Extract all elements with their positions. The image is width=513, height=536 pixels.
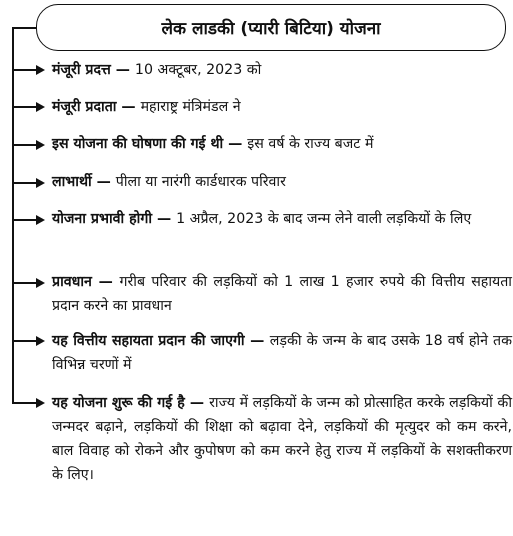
arrow-icon xyxy=(12,335,44,347)
item-label: लाभार्थी xyxy=(52,174,92,190)
item-label: यह योजना शुरू की गई है xyxy=(52,395,185,411)
item-separator: — xyxy=(91,274,120,290)
item-separator: — xyxy=(116,99,141,115)
list-item xyxy=(52,170,512,194)
connector-line-top xyxy=(12,27,37,29)
arrow-icon xyxy=(12,214,44,226)
arrow-icon xyxy=(12,397,44,409)
item-label: मंजूरी प्रदत्त xyxy=(52,62,111,78)
item-text: 10 अक्टूबर, 2023 को xyxy=(134,62,262,78)
arrow-icon xyxy=(12,101,44,113)
item-separator: — xyxy=(91,174,116,190)
item-separator: — xyxy=(223,136,248,152)
list-item xyxy=(52,58,512,82)
list-item xyxy=(52,207,512,231)
page-title: लेक लाडकी (प्यारी बिटिया) योजना xyxy=(36,4,506,51)
item-text: पीला या नारंगी कार्डधारक परिवार xyxy=(115,174,286,190)
arrow-icon xyxy=(12,277,44,289)
item-label: मंजूरी प्रदाता xyxy=(52,99,117,115)
item-text: गरीब परिवार की लड़कियों को 1 लाख 1 हजार रुपये की वित्तीय सहायता प्रदान करने का प्रावधान xyxy=(52,274,512,314)
arrow-icon xyxy=(12,139,44,151)
item-text: महाराष्ट्र मंत्रिमंडल ने xyxy=(140,99,241,115)
item-text: इस वर्ष के राज्य बजट में xyxy=(247,136,374,152)
item-text: राज्य में लड़कियों के जन्म को प्रोत्साहित करके लड़कियों की जन्मदर बढ़ाने, लड़कियों की शिक्षा को बढ़ावा देने, लड़कियों की मृत्युदर को कम करने, बाल विवाह को रोकने और कुपोषण को कम करने हेतु राज्य में लड़कियों के सशक्तीकरण के लिए। xyxy=(52,395,512,483)
item-text: लड़की के जन्म के बाद उसके 18 वर्ष होने तक विभिन्न चरणों में xyxy=(52,333,512,373)
item-text: 1 अप्रैल, 2023 के बाद जन्म लेने वाली लड़कियों के लिए xyxy=(176,211,472,227)
item-label: यह वित्तीय सहायता प्रदान की जाएगी xyxy=(52,333,245,349)
item-separator: — xyxy=(110,62,135,78)
item-label: प्रावधान xyxy=(52,274,92,290)
list-item xyxy=(52,270,512,318)
list-item xyxy=(52,132,512,156)
item-separator: — xyxy=(244,333,270,349)
arrow-icon xyxy=(12,177,44,189)
list-item xyxy=(52,329,512,377)
item-label: योजना प्रभावी होगी xyxy=(52,211,153,227)
list-item xyxy=(52,391,512,487)
item-separator: — xyxy=(184,395,210,411)
item-separator: — xyxy=(152,211,177,227)
list-item xyxy=(52,95,512,119)
item-label: इस योजना की घोषणा की गई थी xyxy=(52,136,224,152)
arrow-icon xyxy=(12,64,44,76)
